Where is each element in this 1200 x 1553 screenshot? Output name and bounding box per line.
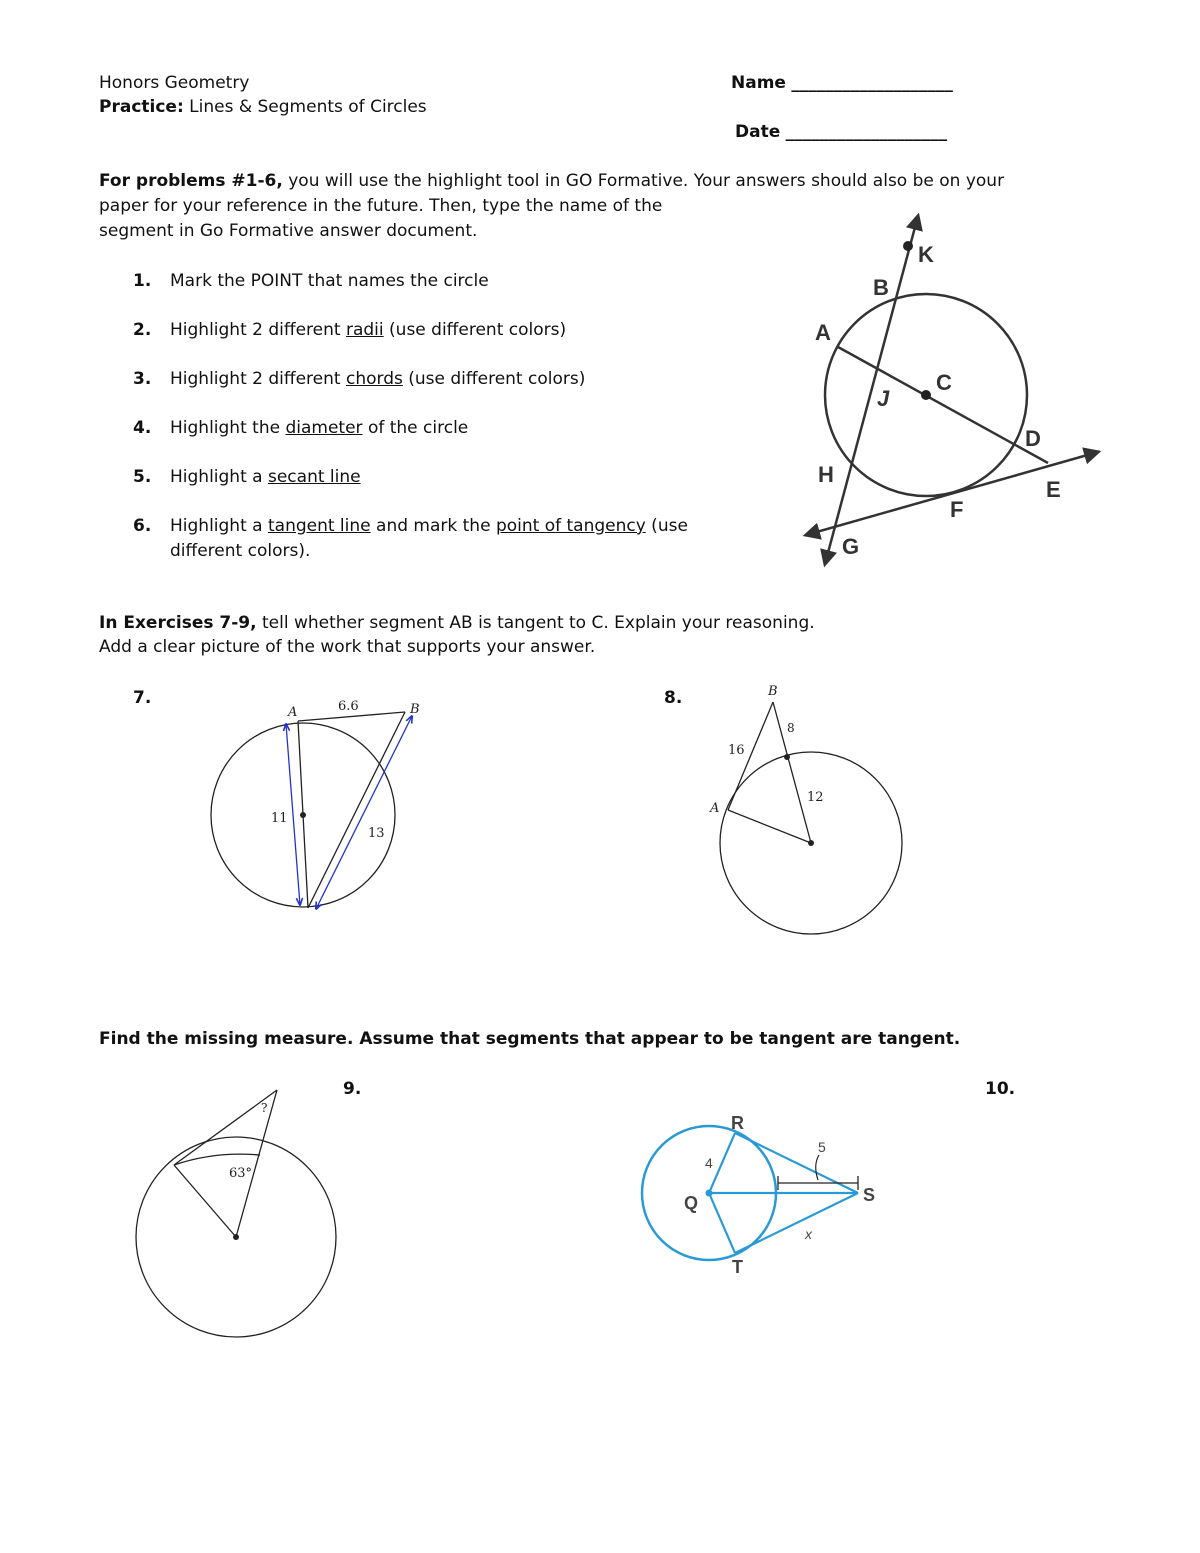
label-r: R bbox=[731, 1113, 744, 1133]
date-label: Date bbox=[735, 122, 781, 142]
label-b: B bbox=[768, 684, 778, 699]
item-text: Highlight the diameter of the circle bbox=[170, 418, 469, 438]
tangent-rs bbox=[735, 1133, 858, 1193]
item-number: 2. bbox=[133, 320, 152, 340]
tangent-ts bbox=[735, 1193, 858, 1253]
label-b: B bbox=[410, 702, 420, 717]
section1-intro-bold: For problems #1-6, bbox=[99, 171, 283, 191]
item-number: 3. bbox=[133, 369, 152, 389]
label-q: Q bbox=[684, 1193, 699, 1213]
section2-intro-bold: In Exercises 7-9, bbox=[99, 613, 257, 633]
label-s: S bbox=[863, 1185, 876, 1205]
label-j: J bbox=[877, 386, 890, 411]
item-text: Highlight 2 different chords (use different colors) bbox=[170, 369, 586, 389]
dimension-pointer bbox=[816, 1155, 819, 1180]
item-number: 4. bbox=[133, 418, 152, 438]
label-x: x bbox=[805, 1226, 812, 1242]
exercise-7-number: 7. bbox=[133, 688, 152, 708]
label-a: A bbox=[815, 320, 831, 345]
item-text: Highlight a tangent line and mark the point of tangency (use different colors). bbox=[170, 516, 688, 561]
name-label: Name bbox=[731, 73, 786, 93]
label-a: A bbox=[710, 801, 720, 816]
label-16: 16 bbox=[728, 743, 745, 758]
exercise-10-number: 10. bbox=[985, 1079, 1016, 1099]
label-unknown: ? bbox=[261, 1101, 268, 1115]
practice-topic: Lines & Segments of Circles bbox=[183, 97, 427, 117]
exercise-8-number: 8. bbox=[664, 688, 683, 708]
label-11: 11 bbox=[271, 811, 288, 826]
exercise-9-number: 9. bbox=[343, 1079, 362, 1099]
center-point-q bbox=[706, 1190, 713, 1197]
label-5: 5 bbox=[818, 1139, 826, 1155]
label-angle-63: 63° bbox=[229, 1166, 253, 1181]
item-number: 1. bbox=[133, 271, 152, 291]
radius-qr bbox=[709, 1133, 735, 1193]
item-text: Highlight a secant line bbox=[170, 467, 361, 487]
label-f: F bbox=[950, 497, 964, 522]
label-d: D bbox=[1025, 426, 1041, 451]
radius-qt bbox=[709, 1193, 735, 1253]
label-k: K bbox=[918, 242, 934, 267]
item-number: 6. bbox=[133, 516, 152, 536]
item-number: 5. bbox=[133, 467, 152, 487]
name-blank[interactable]: ___________________ bbox=[791, 73, 953, 93]
label-12: 12 bbox=[807, 790, 824, 805]
label-c: C bbox=[936, 370, 952, 395]
course-title: Honors Geometry bbox=[99, 73, 250, 93]
practice-label: Practice: bbox=[99, 97, 184, 117]
section1-intro-line3: segment in Go Formative answer document. bbox=[99, 221, 478, 241]
label-13: 13 bbox=[368, 826, 385, 841]
section1-intro-text: you will use the highlight tool in GO Formative. Your answers should also be on your bbox=[282, 171, 1005, 191]
item-text: Mark the POINT that names the circle bbox=[170, 271, 489, 291]
item-text: Highlight 2 different radii (use different colors) bbox=[170, 320, 567, 340]
section2-intro-text: tell whether segment AB is tangent to C. Explain your reasoning. bbox=[256, 613, 815, 633]
label-b: B bbox=[873, 275, 889, 300]
label-a: A bbox=[288, 705, 298, 720]
section3-intro: Find the missing measure. Assume that segments that appear to be tangent are tangent. bbox=[99, 1029, 961, 1049]
label-h: H bbox=[818, 462, 834, 487]
label-g: G bbox=[842, 534, 860, 559]
section1-intro-line2: paper for your reference in the future. Then, type the name of the bbox=[99, 196, 663, 216]
date-blank[interactable]: ___________________ bbox=[785, 122, 948, 142]
label-4: 4 bbox=[705, 1155, 713, 1171]
label-e: E bbox=[1046, 477, 1061, 502]
section2-intro-line2: Add a clear picture of the work that supports your answer. bbox=[99, 637, 596, 657]
label-t: T bbox=[732, 1257, 743, 1277]
label-8: 8 bbox=[787, 721, 795, 735]
label-6-6: 6.6 bbox=[338, 699, 359, 714]
